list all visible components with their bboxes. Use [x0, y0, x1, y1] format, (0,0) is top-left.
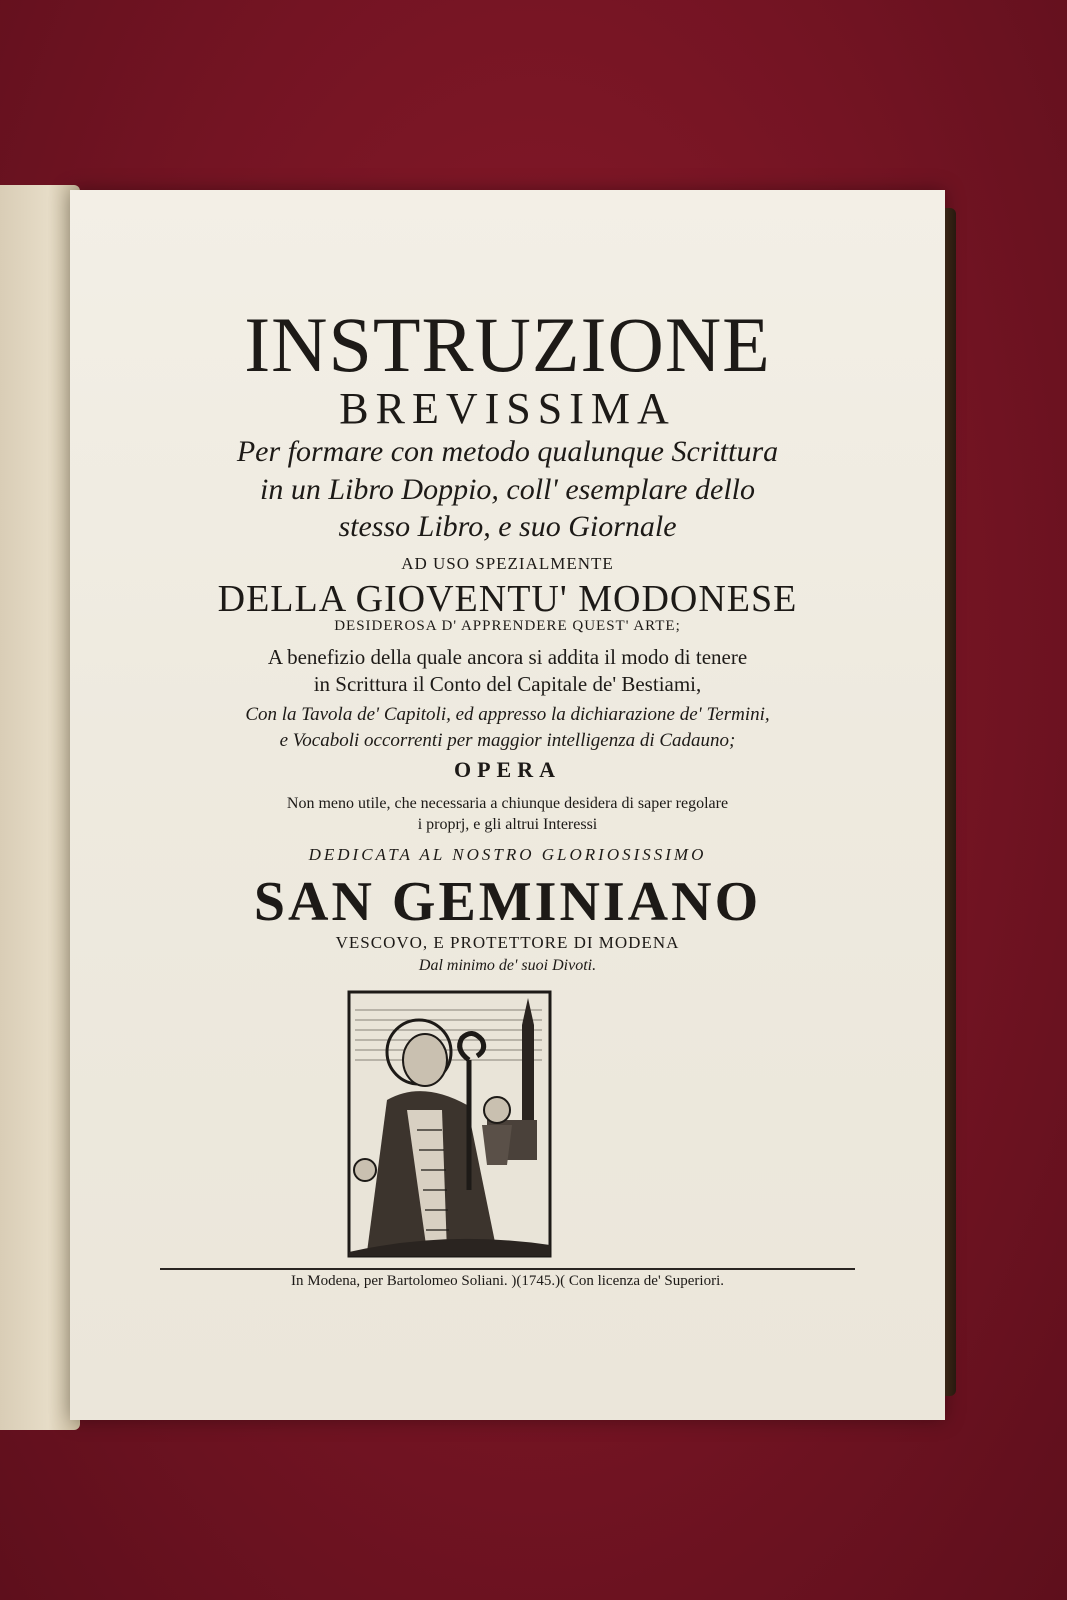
- description-line: in un Libro Doppio, coll' esemplare dello: [260, 473, 755, 506]
- opera-label: OPERA: [454, 757, 561, 782]
- imprint-rule: [160, 1268, 855, 1270]
- purpose-line: AD USO SPEZIALMENTE: [401, 554, 614, 573]
- audience-note: DESIDEROSA D' APPRENDERE QUEST' ARTE;: [334, 618, 681, 634]
- woodcut-saint-icon: [347, 990, 552, 1258]
- dedicatee-title: VESCOVO, E PROTETTORE DI MODENA: [335, 933, 680, 952]
- facing-page-edge: [0, 185, 80, 1430]
- description-line: stesso Libro, e suo Giornale: [338, 510, 677, 543]
- contents-line: Con la Tavola de' Capitoli, ed appresso la dichiarazione de' Termini,: [245, 704, 770, 725]
- utility-line: i proprj, e gli altrui Interessi: [417, 816, 598, 833]
- author-note: Dal minimo de' suoi Divoti.: [418, 957, 597, 974]
- imprint-line: In Modena, per Bartolomeo Soliani. )(1745.)( Con licenza de' Superiori.: [290, 1273, 724, 1289]
- description-line: Per formare con metodo qualunque Scrittura: [236, 435, 779, 468]
- title-page: [70, 190, 945, 1420]
- dedication-line: DEDICATA AL NOSTRO GLORIOSISSIMO: [308, 845, 707, 864]
- benefit-line: A benefizio della quale ancora si addita il modo di tenere: [267, 645, 748, 669]
- main-title: INSTRUZIONE: [244, 301, 771, 388]
- subtitle: BREVISSIMA: [339, 384, 676, 433]
- audience-heading: DELLA GIOVENTU' MODONESE: [217, 578, 798, 620]
- utility-line: Non meno utile, che necessaria a chiunque desidera di saper regolare: [286, 795, 729, 812]
- benefit-line: in Scrittura il Conto del Capitale de' Bestiami,: [313, 672, 702, 696]
- dedicatee-name: SAN GEMINIANO: [253, 871, 762, 933]
- contents-line: e Vocaboli occorrenti per maggior intelligenza di Cadauno;: [279, 730, 736, 751]
